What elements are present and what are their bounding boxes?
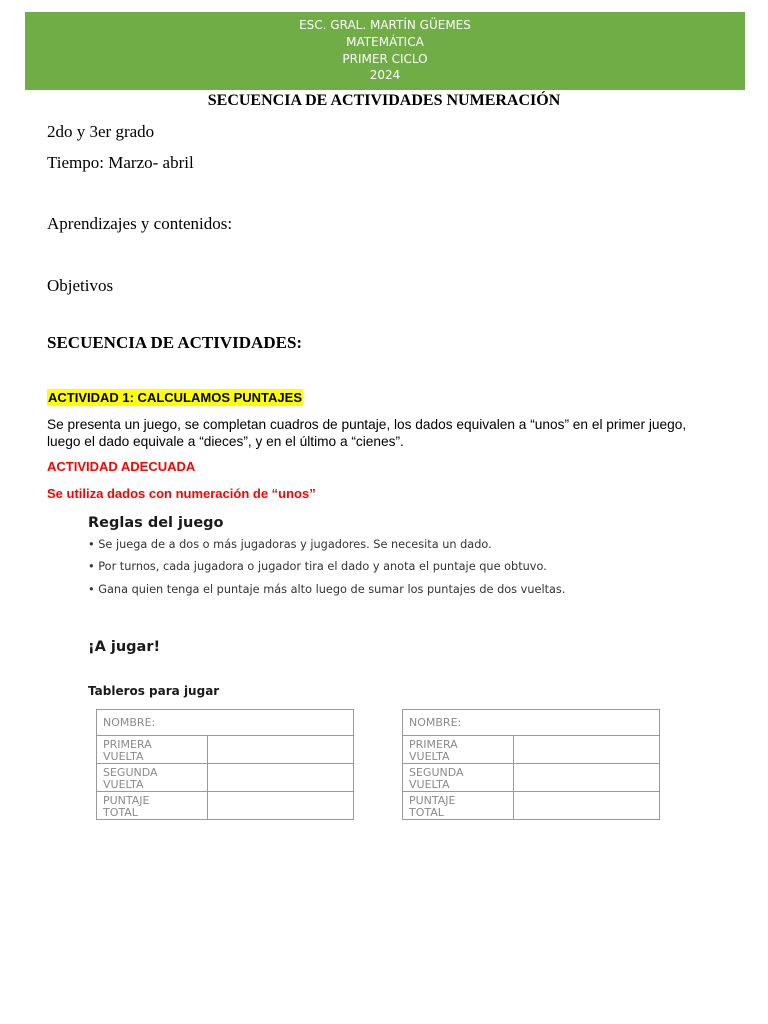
learning-heading: Aprendizajes y contenidos: bbox=[47, 214, 233, 233]
play-heading: ¡A jugar! bbox=[88, 639, 161, 655]
subject-name: MATEMÁTICA bbox=[346, 34, 424, 49]
score-board bbox=[96, 709, 354, 820]
row-label-first-round: PRIMERA VUELTA bbox=[103, 738, 152, 763]
first-round-score-cell[interactable] bbox=[514, 736, 659, 763]
boards-title: Tableros para jugar bbox=[88, 684, 220, 698]
header-banner bbox=[25, 12, 745, 90]
row-label-total: PUNTAJE TOTAL bbox=[409, 794, 456, 819]
description-line-2: luego el dado equivale a “dieces”, y en el último a “cienes”. bbox=[47, 434, 404, 449]
total-score-cell[interactable] bbox=[514, 792, 659, 819]
grades-line: 2do y 3er grado bbox=[47, 122, 155, 141]
rule-item: • Se juega de a dos o más jugadoras y jugadores. Se necesita un dado. bbox=[88, 538, 492, 551]
rules-title: Reglas del juego bbox=[88, 515, 224, 531]
school-name: ESC. GRAL. MARTÍN GÜEMES bbox=[299, 18, 471, 32]
row-label-first-round: PRIMERA VUELTA bbox=[409, 738, 458, 763]
document-title: SECUENCIA DE ACTIVIDADES NUMERACIÓN bbox=[207, 92, 561, 109]
rule-item: • Gana quien tenga el puntaje más alto luego de sumar los puntajes de dos vueltas. bbox=[88, 583, 566, 596]
activity-description bbox=[47, 416, 686, 450]
sequence-heading: SECUENCIA DE ACTIVIDADES: bbox=[47, 333, 303, 352]
description-line-1: Se presenta un juego, se completan cuadros de puntaje, los dados equivalen a “unos” en el primer juego, bbox=[47, 417, 687, 432]
first-round-score-cell[interactable] bbox=[208, 736, 353, 763]
rule-item: • Por turnos, cada jugadora o jugador tira el dado y anota el puntaje que obtuvo. bbox=[88, 560, 547, 573]
name-label: NOMBRE: bbox=[103, 716, 156, 729]
total-score-cell[interactable] bbox=[208, 792, 353, 819]
row-label-total: PUNTAJE TOTAL bbox=[103, 794, 150, 819]
name-label: NOMBRE: bbox=[409, 716, 462, 729]
second-round-score-cell[interactable] bbox=[514, 764, 659, 791]
cycle-name: PRIMER CICLO bbox=[342, 51, 428, 66]
adapted-activity-label: ACTIVIDAD ADECUADA bbox=[47, 459, 196, 474]
row-label-second-round: SEGUNDA VUELTA bbox=[103, 766, 158, 791]
activity-heading: ACTIVIDAD 1: CALCULAMOS PUNTAJES bbox=[48, 390, 302, 405]
row-label-second-round: SEGUNDA VUELTA bbox=[409, 766, 464, 791]
school-year: 2024 bbox=[369, 68, 401, 83]
time-line: Tiempo: Marzo- abril bbox=[47, 153, 194, 172]
score-board bbox=[402, 709, 660, 820]
objectives-heading: Objetivos bbox=[47, 276, 114, 295]
adapted-activity-note: Se utiliza dados con numeración de “unos” bbox=[47, 486, 316, 501]
second-round-score-cell[interactable] bbox=[208, 764, 353, 791]
